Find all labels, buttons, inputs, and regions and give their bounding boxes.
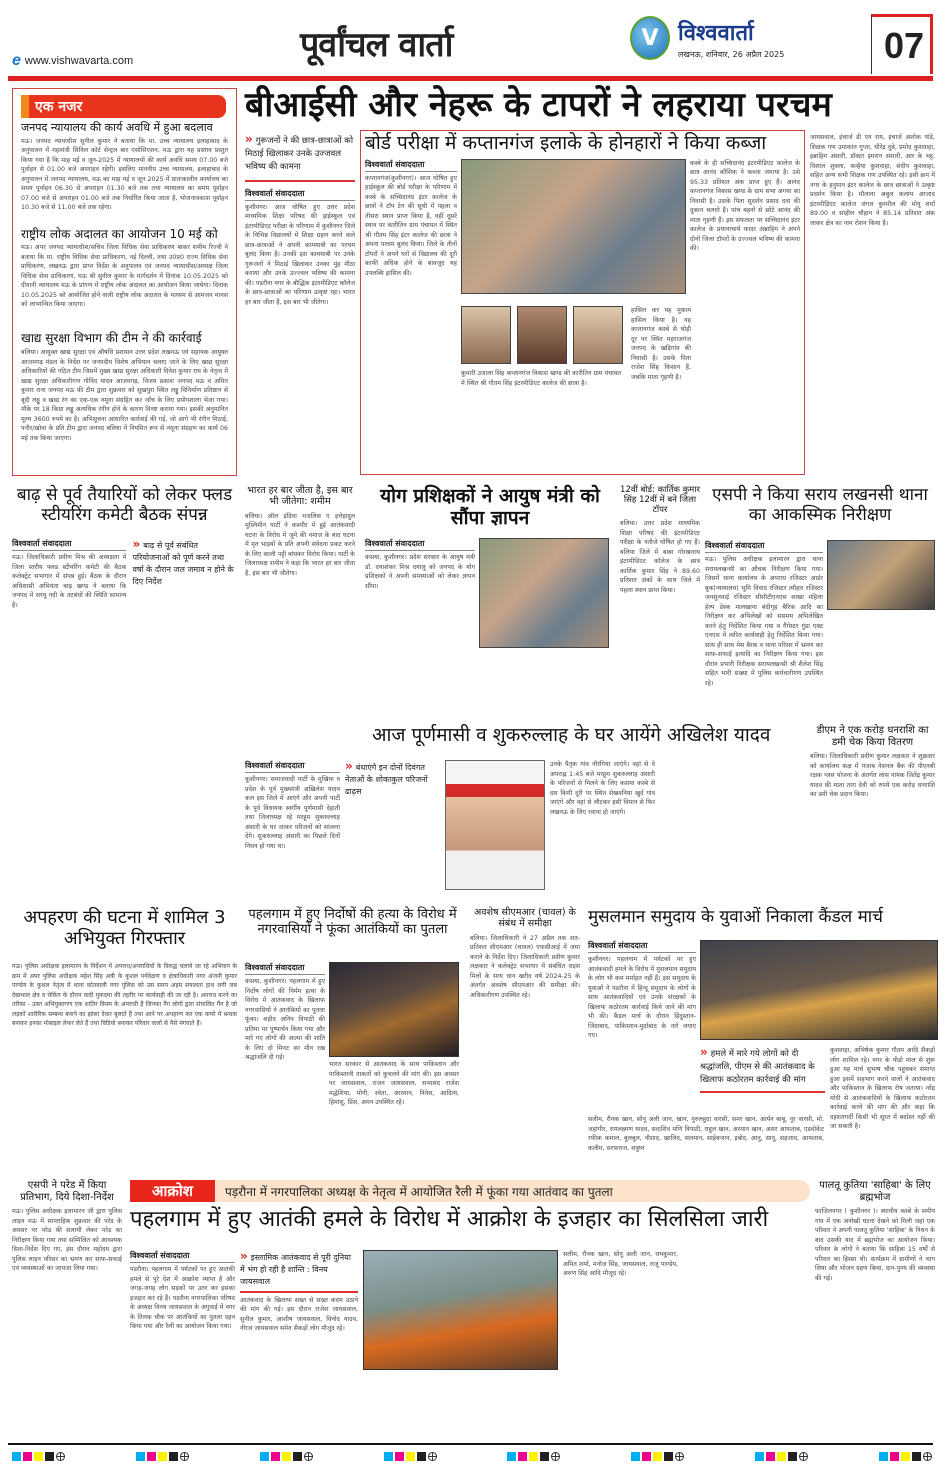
byline: विश्ववार्ता संवाददाता: [245, 188, 355, 201]
chevron-icon: »: [700, 1045, 708, 1059]
print-marks: [12, 1452, 932, 1461]
photo-caption: हासिल कर यह मुकाम हासिल किया है। वह कप्तानगंज कस्बे से थोड़ी दूर पर स्थित महराजगंज जनपद के खड़िगांव की निवासी है। उसके पिता राजेश सिंह किसान हैं, जबकि माता गृहणी है।: [631, 307, 691, 381]
parade-body: मऊ। पुलिस अधीक्षक इलामारन जी द्वारा पुलिस लाइन मऊ में साप्ताहिक शुक्रवार की परेड के अवसर पर परेड की सलामी लेकर परेड का निरीक्षण किया गया तथा सम्मिलित को आवश्यक दिशा-निर्देश दिए गए, इस दौरान महोदय द्वारा पुलिस लाइन परिसर का भ्रमण कर साफ-सफाई एवं व्यवस्थाओं का जायजा लिया गया।: [12, 1208, 122, 1272]
dm-cheque-body: बलिया। जिलाधिकारी प्रवीण कुमार लक्षकार ने शुक्रवार को कार्यालय कक्ष में पंजाब नेशनल बैंक की पीएनबी रक्षक प्लस योजना के अंतर्गत लांस नायक जितेंद्र कुमार यादव की माता तारा देवी को रुपये एक करोड़ धनराशि का डमी चेक प्रदान किया।: [810, 753, 935, 798]
akhilesh-story: [245, 760, 805, 900]
cmyk-swatch: [136, 1452, 189, 1461]
effigy-burning-photo: [329, 962, 459, 1057]
sp-inspection-photo: [827, 540, 935, 610]
flood-headline: बाढ़ से पूर्व तैयारियों को लेकर फ्लड स्टीयरिंग कमेटी बैठक संपन्न: [16, 485, 233, 525]
toppers-group-photo: [461, 159, 686, 294]
brief-title: खाद्य सुरक्षा विभाग की टीम ने की कार्रवाई: [21, 331, 202, 346]
kartik-headline: 12वीं बोर्ड: कार्तिक कुमार सिंह 12वीं में बने जिला टॉपर: [620, 485, 700, 515]
section-title: पूर्वांचल वार्ता: [300, 25, 453, 65]
cmyk-swatch: [384, 1452, 437, 1461]
photo-caption: कुमारी उजाला सिंह कप्तानगंज विकास खण्ड की कारीतिन ग्राम पंचायत में स्थित श्री गौतम सिंह इंटरमीडिएट कालेज की छात्रा है।: [461, 370, 621, 387]
effigy-story: [245, 962, 460, 1172]
candle-headline: मुसलमान समुदाय के युवाओं निकाला कैंडल मार्च: [588, 907, 883, 927]
byline: विश्ववार्ता संवाददाता: [245, 962, 325, 975]
brief-body: मऊ। अपर जनपद न्यायाधीश/सचिव जिला विधिक सेवा प्राधिकरण बाकर शमीम रिज्वी ने बताया कि मा. राष्ट्रीय विधिक सेवा प्राधिकरण, नई दिल्ली, तथा उ0प्र0 राज्य विधिक सेवा प्राधिकरण, लखनऊ द्वारा प्राप्त निर्देश के अनुपालन एवं जनपद न्यायाधीश/अध्यक्ष जिला विधिक सेवा प्राधिकरण, मऊ श्री सुनील कुमार के मार्गदर्शन में दिनांक 10.05.2025 को दीवानी न्यायालय मऊ के प्रांगण में राष्ट्रीय लोक अदालत का आयोजन किया जायेगा। दिनांक 10.05.2025 को आयोजित होने वाली राष्ट्रीय लोक अदालत के माध्यम से आमजन मानस को लाभान्वित किया जाएगा।: [21, 244, 228, 309]
effigy-body: कसया, कुशीनगर। पहलगाम में हुए निर्दोष लोगों की निर्मम हत्या के विरोध में आतंकवाद के खिलाफ नगरवासियों ने आतंकियों का पुतला फूंका। शहीद अनिप त्रिपाठी की प्रतिमा पर पुष्पार्चन किया गया और मारे गए लोगों की आत्मा की शांति के लिए दो मिनट का मौन रख श्रद्धांजलि दी गई।: [245, 978, 325, 1061]
globe-v-logo-icon: V: [630, 16, 670, 60]
topper-photo: [517, 306, 567, 364]
aakrosh-kicker: पड़रौना में नगरपालिका अध्यक्ष के नेतृत्व में आयोजित रैली में फूंका गया आतंवाद का पुतला: [224, 1184, 613, 1199]
kidnap-body: मऊ। पुलिस अधीक्षक इलामारन के निर्देशन में अपराध/अपराधियों के विरुद्ध चलाये जा रहे अभियान के क्रम में अपर पुलिस अधीक्षक महेश सिंह अत्री के कुशल पर्यवेक्षण व क्षेत्राधिकारी नगर अंजनी कुमार पाण्डेय के कुशल नेतृत्व में थाना कोतवाली नगर पुलिस को उस समय अहम सफलता हाथ लगी जब देखभाल क्षेत्र व चेकिंग के दौरान वादी मुकदमा की तहरीर पर कार्यवाही की जा रही है। अपराध करने का तरीका - उक्त अभियुक्तगण एक शातिर किस्म के अपराधी हैं जिनका गैंग लोगों द्वारा संचालित गैंग है जो लड़कों शारीरिक सम्बन्ध बनाने का झांसा देकर बुलाते हैं तथा आने पर अपहरण कर एक कमरे में बन्धक बनाकर इनका मोबाइल लेकर लेते हैं तथा विडियो बनाकर परिवार वालों से पैसे मंगवाते हैं।: [12, 963, 237, 1027]
brief-body: मऊ। जनपद न्यायाधीश सुनील कुमार ने बताया कि मा. उच्च न्यायालय इलाहाबाद के अनुपालन में महामंत्री सिविल कोर्ट सेन्ट्रल बार एसोसिएशन, मऊ द्वारा यह प्रस्ताव प्रस्तुत किया गया है कि माह मई व जून-2025 में न्यायालयों की कार्य अवधि समय 07.00 बजे पूर्वाहन से 01.00 बजे अपराहन रहेगी। इसलिए माननीय उच्च न्यायालय, इलाहाबाद के अनुपालन में जनपद न्यायालय, मऊ का माह मई व जून 2025 में प्रातःकालीन कार्यालय का समय पूर्वाहन 06.30 से अपराहन 01.30 बजे तक तथा न्यायालय का समय पूर्वाहन 07.00 बजे से अपराहन 01.00 बजे तक निर्धारित किया जाता है, भोजनावकाश पूर्वाहन 10.30 बजे से 11.00 बजे तक रहेगा।: [21, 137, 228, 212]
cmyk-swatch: [631, 1452, 684, 1461]
board-body: कप्तानगंज(कुशीनगर)। आज घोषित हुए हाईस्कूल की बोर्ड परीक्षा के परिणाम में कस्बे के सच्चिदानंद इंटर कालेज के छात्रों ने टॉप टेन की सूची में पहला व तीसरा स्थान प्राप्त किया है, वहीं दूसरे स्थान पर कारीतिन ग्राम पंचायत में स्थित श्री गौतम सिंह इंटर कालेज की छात्रा ने अपना परचम बुलंद किया। जिले के तीनों टॉपरों ने अपने घरों से विद्यालय की दूरी काफी अधिक होने के बावजूद यह उपलब्धि हासिल की।: [365, 174, 457, 277]
candle-body-2: कुशवाहा, अभिषेक कुमार गौतम आदि सैकड़ों लोग शामिल रहे। नगर के पीडो माल से शुरू हुआ यह मार्च सुभाष चौक पहुंचकर समाप्त हुआ इसमें सहभाग करने वालों ने आतंकवाद और पाकिस्तान के खिलाफ रोष जताया। नरेंद्र मोदी से आतंकवादियों के खिलाफ कठोरतम कार्रवाई करने की मांग की और कहा कि दहशतगर्दी किसी भी सूरत में बर्दाश्त नहीं की जा सकती है।: [830, 1047, 935, 1130]
kartik-body: बलिया। उत्तर प्रदेश माध्यमिक शिक्षा परिषद की इंटरमीडिएट परीक्षा के नतीजे घोषित हो गए हैं। बलिया जिले में बाबा गोरखनाथ इंटरमीडिएट कॉलेज के छात्र कार्तिक कुमार सिंह ने 89.60 प्रतिशत अंकों के साथ जिले में पहला स्थान प्राप्त किया।: [620, 520, 700, 594]
sahiba-body: फाजिलनगर ( कुशीनगर )। स्थानीय कस्बे के समीप गांव में एक अनोखी घटना देखने को मिली जहां एक परिवार ने अपनी पालतू कुतिया 'साहिबा' के निधन के बाद उसकी याद में ब्रह्मभोज का आयोजन किया। परिवार के लोगों ने बताया कि साहिबा 15 वर्षों से परिवार का हिस्सा थी। कार्यक्रम में ग्रामीणों ने भाग लिया और भोजन ग्रहण किया, दान-पुण्य की व्यवस्था की गई।: [815, 1208, 935, 1282]
lead-body: कुशीनगर। आज घोषित हुए उत्तर प्रदेश माध्यमिक शिक्षा परिषद की हाईस्कूल एवं इंटरमीडिएट परीक्षा के परिणाम में कुशीनगर जिले के विभिन्न विद्यालयों में शिक्षा ग्रहण करने वाले छात्र-छात्राओं ने अपनी कामयाबी का परचम बुलंद किया है। उनकी इस कामयाबी पर उनके गुरूजनों ने मिठाई खिलाकर उनका मुंह मीठा कराया और उनके उज्ज्वल भविष्य की कामना की। पडरौना नगर के बौद्धिक इंटरमीडिएट कॉलेज के छात्र-छात्राओं का परिणाम उत्कृष्ट रहा। भारत हर बार जीता है, इस बार भी जीतेगा।: [245, 203, 355, 306]
brief-title: राष्ट्रीय लोक अदालत का आयोजन 10 मई को: [21, 226, 218, 241]
akhilesh-body-2: [345, 801, 440, 891]
footer-rule: [8, 1443, 933, 1445]
byline: विश्ववार्ता संवाददाता: [12, 538, 126, 551]
chevron-icon: »: [132, 537, 141, 551]
shamim-body: बलिया। ऑल इंडिया मजलिस ए इत्तेहादुल मुस्लिमीन पार्टी ने कश्मीर में हुई आतंकवादी घटना के विरोध में जुमे की नमाज के बाद घटना में मृत भाइयों के प्रति अपनी संवेदना प्रकट करने के लिए काली पट्टी बांधकर विरोध किया। पार्टी के जिलाध्यक्ष शमीम ने कहा कि भारत हर बार जीता है, इस बार भी जीतेगा।: [245, 512, 355, 577]
chevron-icon: »: [245, 132, 253, 146]
dm-cheque-story: [810, 725, 935, 912]
aakrosh-body-2: आतंकवाद के खिलाफ सख्त से सख्त कदम उठाने की मांग की गई। इस दौरान राजेश जायसवाल, सुनील कुमार, आशीष जायसवाल, विनोद यादव, नीरज जायसवाल समेत सैकड़ों लोग मौजूद रहे।: [240, 1296, 358, 1332]
flood-subhead: » बाढ़ से पूर्व संबंधित परियोजनाओं को पूर्ण करने तथा वर्षा के दौरान जल जमाव न होने के दिए निर्देश: [132, 537, 234, 586]
divider: [245, 180, 355, 182]
sahiba-story: [815, 1180, 935, 1427]
chevron-icon: »: [345, 759, 353, 773]
registration-mark-icon: [923, 1452, 932, 1461]
registration-mark-icon: [180, 1452, 189, 1461]
board-exam-box: [360, 130, 805, 475]
sp-inspection-story: [705, 540, 935, 720]
brief-title: जनपद न्यायालय की कार्य अवधि में हुआ बदलाव: [21, 121, 213, 134]
aakrosh-banner: [130, 1180, 810, 1202]
aakrosh-body-3: सलीम, रौनक खान, सोनू अली जान, रामकुमार, अमित शर्मा, मनोज सिंह, जायसवाल, राजू पाण्डेय, अरुण सिंह आदि मौजूद रहे।: [563, 1251, 678, 1277]
board-body: कस्बे के ही सच्चिदानंद इंटरमीडिएट कालेज के छात्र आनंद कौशिक ने कब्जा जमाया है। उसे 95.33 प्रतिशत अंक प्राप्त हुए हैं। आनंद कप्तानगंज विकास खण्ड के ग्राम सभा अगया का निवासी है। उसके पिता सुदर्शन प्रसाद दवा की दुकान चलाते हैं। पांच बहनों से छोटे आनंद की माता गृहणी हैं। इस सफलता पर सच्चिदानंद इंटर कालेज के प्रधानाचार्य फादर अब्राहिम ने अपने दोनों जिला टॉपरों के उज्ज्वल भविष्य की कामना की।: [690, 159, 800, 253]
board-headline: बोर्ड परीक्षा में कप्तानगंज इलाके के होनहारों ने किया कब्जा: [365, 132, 767, 154]
byline: विश्ववार्ता संवाददाता: [365, 159, 457, 172]
akhilesh-subhead: » बंधाएंगे इन दोनों दिवंगत नेताओं के शोकाकुल परिजनों ढाढ़स: [345, 759, 428, 796]
aakrosh-headline: पहलगाम में हुए आतंकी हमले के विरोध में आक्रोश के इजहार का सिलसिला जारी: [130, 1207, 769, 1232]
lead-subhead: » गुरूजनों ने की छात्र-छात्राओं को मिठाई खिलाकर उनके उज्जवल भविष्य की कामना: [245, 132, 354, 172]
cmyk-swatch: [755, 1452, 808, 1461]
sp-body: मऊ। पुलिस अधीक्षक इलामारन द्वारा थाना सरायलखन्सी का औचक निरीक्षण किया गया। जिसमें थाना कार्यालय के अपराध रजिस्टर आर्डर बुक(न्यायालय) भूमि विवाद रजिस्टर त्यौहार रजिस्टर जनसुनवाई रजिस्टर सीसीटीएनएस शाखा महिला हेल्प डेस्क मालखाना बंदीगृह बैरिक आदि का निरीक्षण कर अभिलेखों को ससमय अभिलेखित करने हेतु निर्देशित किया गया व गैंगेस्टर गुंडा एक्ट एनएस में त्वरित कार्यवाही हेतु निर्देशित किया गया। साथ ही साथ मेस बैरक व थाना परिसर में भ्रमण कर साफ-सफाई इत्यादि का निरीक्षण किया गया। इस दौरान प्रभारी निरीक्षक सरायलखन्सी श्री शैलेश सिंह सहित भारी संख्या में पुलिस कर्मचारीगण उपस्थित रहे।: [705, 556, 823, 687]
candle-body: कुशीनगर। पहलगाम में पर्यटकों पर हुए आतंकवादी हमले के विरोध में मुसलमान समुदाय के लोग भी कम मर्माहत नहीं हैं। इस समुदाय के युवाओं ने पडरौना में हिन्दू समुदाय के लोगों के साथ आतंकवादियों एवं उनके संरक्षकों के खिलाफ कठोरतम कार्रवाई किये जाने की मांग भी की। कैंडल मार्च के दौरान हिंदुस्तान-जिंदाबाद, पाकिस्तान-मुर्दाबाद के नारे लगाए गए।: [588, 956, 696, 1039]
registration-mark-icon: [304, 1452, 313, 1461]
aakrosh-subhead: » इस्लामिक आतंकवाद से पूरी दुनिया में भंग हो रही है शान्ति : विनय जायसवाल: [240, 1249, 351, 1286]
candle-names: सलीम, रौनक खान, सोनू अली जान, खान, नुरुलहुदा वारसी, समर खान, आर्यन बाबू, नूर वारसी, मो. जहांगीर, रामलक्ष्मण यादव, सदाशिव मणि त्रिपाठी, राहुल खान, अरमान खान, असर आफताब, एडवोकेट रफीक कमाल, बुलबुल, नौशाद, खालिद, सलमान, साहेबजान, इबोद, आनु, सानू, सहजाद, आफताब, कलीम, सरफराज, शत्रुघ्न: [588, 1116, 824, 1152]
cmyk-swatch: [260, 1452, 313, 1461]
lead-headline: बीआईसी और नेहरू के टापरों ने लहराया परचम: [245, 85, 832, 125]
yoga-memorandum-photo: [479, 538, 609, 648]
board-body-continued: जायसवाल, इंचार्ज डी एन राय, इंचार्ज अशोक पांडे, शिक्षक गण उमाकांत गुप्ता, धीरेंद्र दुबे, प्रमोद कुशवाहा, इब्राहिम अंसारी, डॉक्टर इमरान अंसारी, आर के भट्ट, विशाल शुक्ला, कन्हैया कुशवाहा, संदीप कुशवाहा, सहित अन्य सभी शिक्षक गण उपस्थित रहे। इसी क्रम में नगर के हनुमान इंटर कालेज के छात्र छात्राओं ने उत्कृष्ट प्रदर्शन किया है। मौलाना अबुल कलाम आजाद इंटरमीडिएट कालेज जंगल कुरमौल की मोनू शर्मा 89.00 व साहील चौहान ने 85.14 प्रतिशत अंक लाकर क्षेत्र का नाम रोशन किया है।: [810, 134, 935, 227]
dateline: लखनऊ, शनिवार, 26 अप्रैल 2025: [678, 49, 785, 59]
cmr-story: [470, 908, 580, 1154]
registration-mark-icon: [428, 1452, 437, 1461]
divider: [240, 1291, 358, 1293]
yoga-body-2: [479, 651, 609, 721]
kartik-story: [620, 486, 700, 714]
chevron-icon: »: [240, 1249, 248, 1263]
flood-story: [12, 538, 237, 908]
cmyk-swatch: [507, 1452, 560, 1461]
flood-body-2: [132, 592, 237, 892]
registration-mark-icon: [799, 1452, 808, 1461]
aakrosh-body: पडरौना। पहलगाम में पर्यटकों पर हुए आतंकी हमले से पूरे देश में आक्रोश व्याप्त है और जगह-जगह लोग सड़कों पर उतर कर इसका इजहार कर रहे हैं। पडरौना नगरपालिका परिषद के अध्यक्ष विनय जायसवाल के अगुवाई में नगर के तिलक चौक पर आतंकियों का पुतला दहन किया गया और रैली का आयोजन किया गया।: [130, 1266, 235, 1330]
registration-mark-icon: [675, 1452, 684, 1461]
lead-story: [245, 133, 355, 413]
brand-logo: [630, 16, 784, 60]
aakrosh-tag: आक्रोश: [130, 1180, 215, 1202]
shamim-headline: भारत हर बार जीता है, इस बार भी जीतेगा: शमीम: [247, 485, 353, 507]
akhilesh-body-3: उनके पैतृक गांव नौरंगिया जाएंगे। वहां से वे अपराह्न 1:45 बजे मरहूम शुकरुल्लाह अंसारी के परिजनों से मिलने के लिए कसया कस्बे से दस किमी दूरी पर स्थित सेखवनिया खुर्द गांव जाएंगे और वहां से लौटकर इसी विमान से फिर लखनऊ के लिए रवाना हो जाएंगे।: [550, 761, 655, 816]
brand-name: विश्ववार्ता: [678, 20, 754, 46]
flood-body: मऊ। जिलाधिकारी प्रवीण मिश्र की अध्यक्षता में जिला स्तरीय फ्लड स्टीयरिंग कमेटी की बैठक कलेक्ट्रेट सभागार में संपन्न हुई। बैठक के दौरान अधिशासी अभियंता बाढ़ खण्ड ने बताया कि जनपद में सरयू नदी के तटबंधों की स्थिति सामान्य है।: [12, 554, 127, 609]
dm-cheque-headline: डीएम ने एक करोड़ धनराशि का डमी चेक किया वितरण: [816, 725, 929, 748]
ek-nazar-label: एक नजर: [21, 95, 226, 118]
byline: विश्ववार्ता संवाददाता: [130, 1250, 235, 1263]
candle-story: [588, 940, 938, 1152]
kidnap-headline: अपहरण की घटना में शामिल 3 अभियुक्त गिरफ्तार: [23, 907, 226, 949]
website-url[interactable]: e www.vishwavarta.com: [12, 52, 134, 69]
akhilesh-body: कुशीनगर। समाजवादी पार्टी के मुखिया व प्रदेश के पूर्व मुख्यमंत्री अखिलेश यादव कल इस जिले में आएंगे और अपनी पार्टी के पूर्व विधायक स्वर्गीय पूर्णमासी देहाती तथा जिलाध्यक्ष रहे मरहूम शुकरुल्लाह अंसारी के घर जाकर परिजनों को सांत्वना देंगे। शुकरुल्लाह अंसारी का पिछले दिनों निधन हो गया था।: [245, 776, 340, 850]
byline: विश्ववार्ता संवाददाता: [245, 760, 340, 773]
aakrosh-effigy-photo: [363, 1250, 558, 1370]
aakrosh-caption: [365, 1375, 560, 1430]
header-divider: [8, 76, 933, 81]
cmyk-swatch: [12, 1452, 65, 1461]
effigy-body-2: भारत सरकार से आतंकवाद के साथ पाकिस्तान और पाकिस्तानी ताकतों को कुचलने की मांग की। इस अवसर पर जायसवाल, राजन जायसवाल, सभासद राजेश मद्धेशिया, मोनी, श्वेता, आरमान, नितेश, आदित्य, हिमांशु, प्रिंस, अमन उपस्थित रहे।: [329, 1061, 459, 1106]
byline: विश्ववार्ता संवाददाता: [365, 538, 475, 551]
candle-march-photo: [700, 940, 938, 1040]
candle-subhead: » हमले में मारे गये लोगों को दी श्रद्धांजलि, पीएम से की आतंकवाद के खिलाफ कठोरतम कार्रवाई की मांग: [700, 1045, 815, 1085]
registration-mark-icon: [56, 1452, 65, 1461]
cmr-body: बलिया। जिलाधिकारी ने 27 अप्रैल तक शत-प्रतिशत सीएमआर (चावल) एफसीआई में जमा कराने के निर्देश दिए। जिलाधिकारी प्रवीण कुमार लक्षकार ने कलेक्ट्रेट सभागार में संबंधित राइस मिलों के साथ धान खरीद वर्ष 2024-25 के अंतर्गत अवशेष सीएमआर की समीक्षा की। अधिकारीगण उपस्थित रहे।: [470, 934, 580, 999]
browser-e-icon: e: [12, 52, 21, 69]
parade-headline: एसपी ने परेड में किया प्रतिभाग, दिये दिशा-निर्देश: [20, 1180, 114, 1203]
page-number: 07: [871, 14, 933, 74]
ek-nazar-box: [12, 88, 237, 476]
yoga-headline: योग प्रशिक्षकों ने आयुष मंत्री को सौंपा ज्ञापन: [380, 485, 600, 529]
topper-photo: [573, 306, 623, 364]
topper-photo: [461, 306, 511, 364]
akhilesh-headline: आज पूर्णमासी व शुकरुल्लाह के घर आयेंगे अखिलेश यादव: [372, 724, 771, 746]
divider: [700, 1091, 825, 1093]
cmr-headline: अवशेष सीएमआर (चावल) के संबंध में समीक्षा: [474, 907, 576, 929]
shamim-story: [245, 486, 355, 727]
effigy-headline: पहलगाम में हुए निर्दोषों की हत्या के विरोध में नगरवासियों ने फूंका आतंकियों का पुतला: [248, 907, 457, 937]
akhilesh-photo: [445, 760, 545, 890]
yoga-body: कसया, कुशीनगर। प्रदेश सरकार के आयुष मंत्री डॉ. दयाशंकर मिश्र दयालु को जनपद के योग प्रशिक्षकों ने अपनी समस्याओं को लेकर ज्ञापन सौंपा।: [365, 554, 475, 590]
sp-inspection-headline: एसपी ने किया सराय लखनसी थाना का आकस्मिक निरीक्षण: [712, 485, 928, 525]
brief-body: बलिया। आयुक्त खाद्य सुरक्षा एवं औषधि प्रशासन उत्तर प्रदेश लखनऊ एवं सहायक आयुक्त आजमगढ़ मंडल के निर्देश पर जनपदीय विशेष अभियान चलाए जाने के लिए खाद्य सुरक्षा अधिकारियों की गठित टीम जिसमें मुख्य खाद्य सुरक्षा अधिकारी दिनेश कुमार राय के नेतृत्व में खाद्य सुरक्षा अधिकारीगण गोविंद यादव आजमगढ़, विजय प्रकाश जनपद मऊ व अमित कुमार राना जनपद मऊ की टीम द्वारा शुक्रवार को सुखपुरा स्थित लड्डू विनिर्माण प्रतिष्ठान से बूंदी लड्डू व खाद्य रंग का एक-एक नमूना संग्रहित कर जाँच के लिए प्रयोगशाला भेजा गया। मौके पर 18 किग्रा लड्डू अत्यधिक रंगीन होने के कारण विनष्ट कराया गया। इसकी अनुमानित मूल्य 3600 रुपये का है। अभिसूचना आधारित कार्रवाई की गई, जो आगे भी रंगीन मिठाई, पनीर/खोवा के प्रति टीम द्वारा जनपद बलिया में नियमित रूप से नमूना संग्रहण का कार्य 06 मई तक किया जाएगा।: [21, 349, 228, 442]
parade-story: [12, 1180, 122, 1447]
byline: विश्ववार्ता संवाददाता: [705, 540, 823, 553]
registration-mark-icon: [551, 1452, 560, 1461]
cmyk-swatch: [879, 1452, 932, 1461]
sahiba-headline: पालतू कुतिया 'साहिबा' के लिए ब्रह्मभोज: [819, 1180, 931, 1203]
yoga-story: [365, 538, 615, 728]
byline: विश्ववार्ता संवाददाता: [588, 940, 696, 953]
